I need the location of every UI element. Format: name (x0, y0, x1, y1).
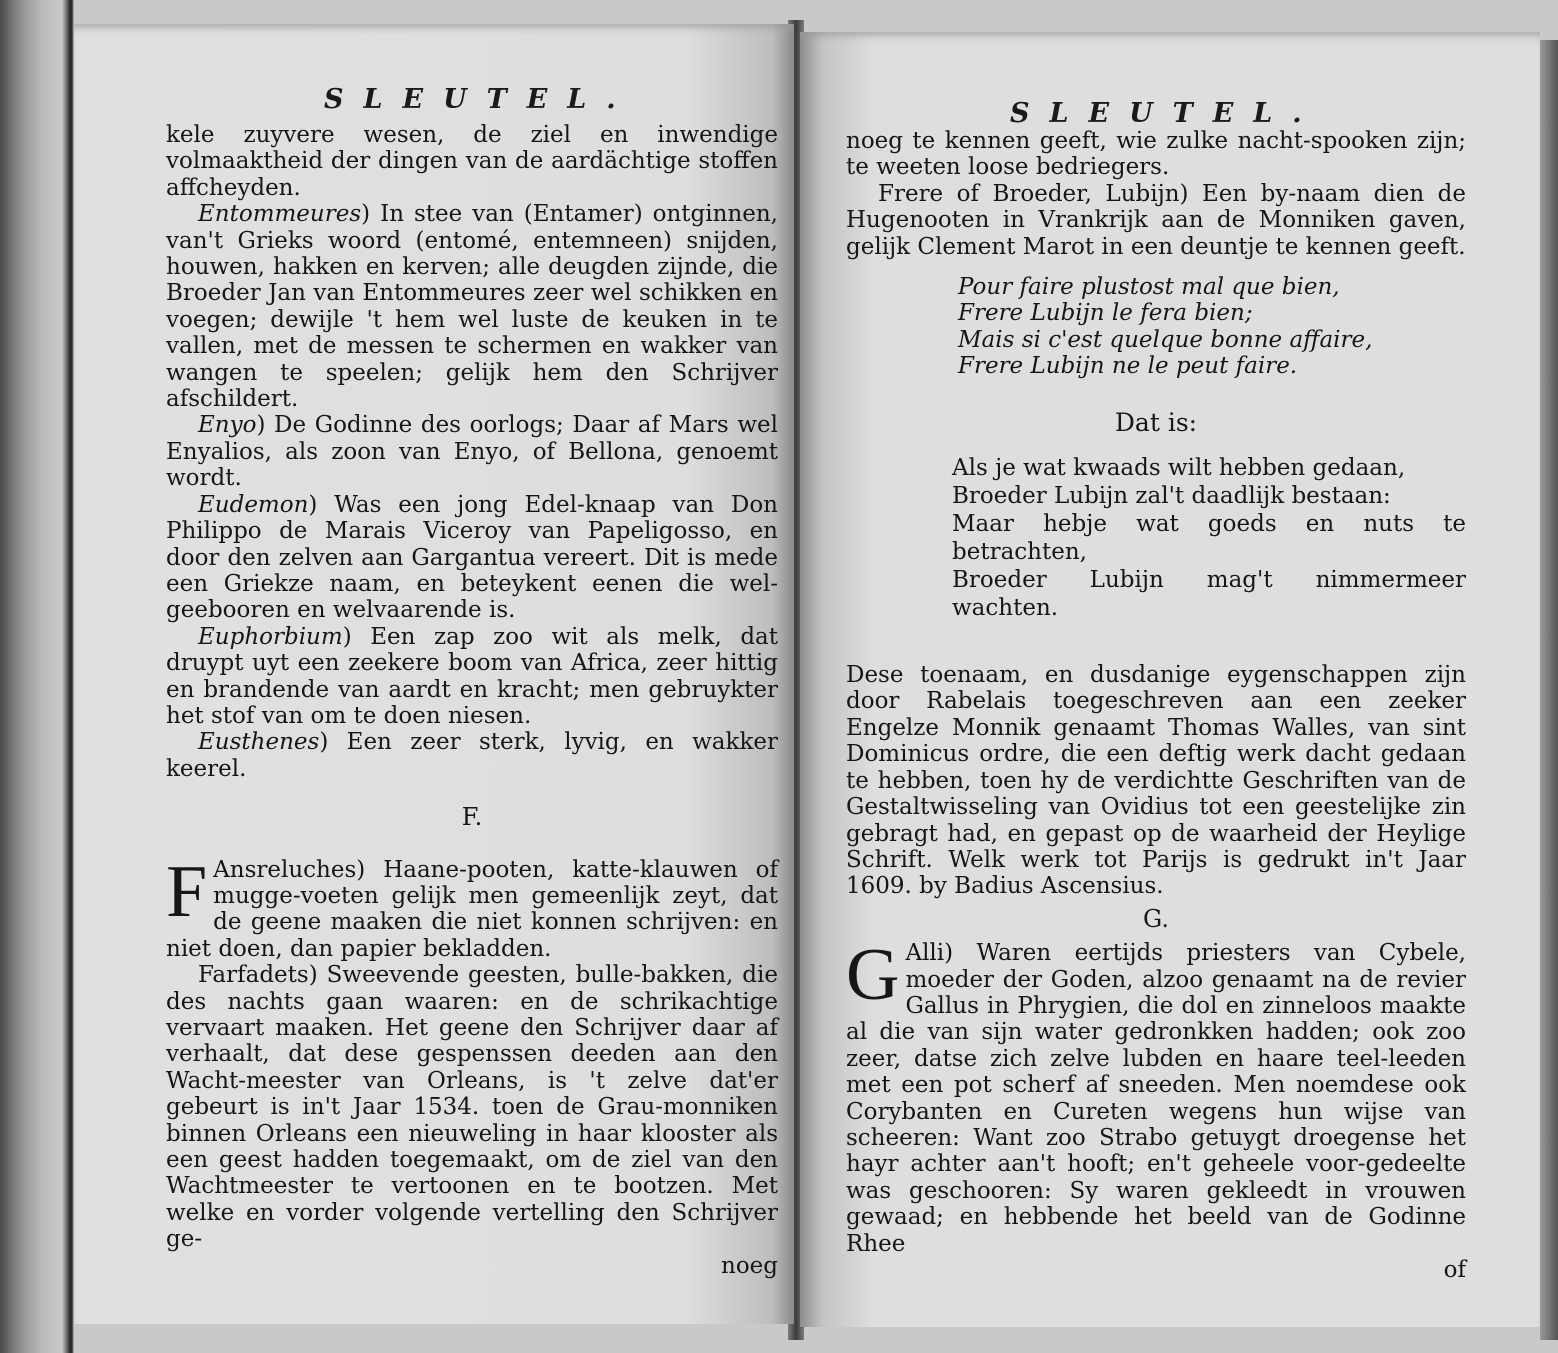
verse-french (958, 274, 1466, 380)
paragraph-dese-toenaam: Dese toenaam, en dusdanige eygenschappen zijn door Rabelais toegeschreven aan een zeeker Engelze Monnik genaamt Thomas Walles, van sint Dominicus ordre, die een deftig werk dacht gedaan te hebben, toen hy de verdichtte Geschriften van de Gestaltwisseling van Ovidius tot een geestelijke zin gebragt had, en gepast op de waarheid der Heylige Schrift. Welk werk tot Parijs is gedrukt in't Jaar 1609. by Badius Ascensius. (846, 662, 1466, 900)
drop-cap-g: G (846, 934, 900, 1017)
verse-dutch (952, 454, 1466, 622)
right-running-head: SLEUTEL. (1010, 98, 1322, 129)
left-page-text (166, 122, 778, 1279)
right-page (800, 32, 1540, 1327)
entry-eusthenes: Eusthenes) Een zeer sterk, lyvig, en wakker keerel. (166, 729, 778, 782)
left-running-head: SLEUTEL. (324, 84, 636, 115)
section-letter-g: G. (1143, 904, 1169, 933)
verse-fr-line: Frere Lubijn le fera bien; (958, 300, 1253, 327)
entry-eudemon: Eudemon) Was een jong Edel-knaap van Don Philippo de Marais Viceroy van Papeligosso, en door den zelven aan Gargantua vereert. Dit is mede een Griekze naam, en beteykent eenen die wel-geebooren en welvaarende is. (166, 491, 778, 624)
entry-galli: G Alli) Waren eertijds priesters van Cybele, moeder der Goden, alzoo genaamt na de revier Gallus in Phrygien, die dol en zinneloos maakte al die van sijn water gedronkken hadden; ook zoo zeer, datse zich zelve lubden en haare teel-leeden met een pot scherf af sneeden. Men noemdese ook Corybanten en Cureten wegens hun wijse van scheeren: Want zoo Strabo getuygt droegense het hayr achter aan't hooft; en't geheele voor-gedeelte was geschooren: Sy waren gekleedt in vrouwen gewaad; en hebbende het beeld van de Godinne Rhee (846, 934, 1466, 1257)
right-intro: noeg te kennen geeft, wie zulke nacht-spooken zijn; te weeten loose bedriegers. (846, 128, 1466, 181)
left-intro: kele zuyvere wesen, de ziel en inwendige volmaaktheid der dingen van de aardächtige stoffen affcheyden. (166, 122, 778, 201)
right-page-text (846, 128, 1466, 1283)
entry-frere-lubijn: Frere of Broeder, Lubijn) Een by-naam dien de Hugenooten in Vrankrijk aan de Monniken gaven, gelijk Clement Marot in een deuntje te kennen geeft. (846, 180, 1466, 260)
verse-fr-line: Pour faire plustost mal que bien, (958, 274, 1340, 301)
verse-fr-line: Mais si c'est quelque bonne affaire, (958, 326, 1373, 353)
verse-nl-line: Broeder Lubijn zal't daadlijk bestaan: (952, 483, 1391, 510)
dat-is-heading: Dat is: (1114, 407, 1198, 437)
verse-fr-line: Frere Lubijn ne le peut faire. (958, 353, 1298, 380)
section-letter-f: F. (461, 803, 483, 832)
right-catchword: of (1443, 1257, 1466, 1283)
left-catchword: noeg (721, 1252, 778, 1279)
verse-nl-line: Maar hebje wat goeds en nuts te betrachten, (952, 511, 1466, 566)
verse-nl-line: Broeder Lubijn mag't nimmermeer wachten. (952, 567, 1466, 622)
left-page (74, 24, 794, 1324)
verse-nl-line: Als je wat kwaads wilt hebben gedaan, (952, 455, 1406, 482)
book-edge (1540, 40, 1558, 1340)
entry-euphorbium: Euphorbium) Een zap zoo wit als melk, dat druypt uyt een zeekere boom van Africa, zeer hittig en brandende van aardt en kracht; men gebruykter het stof van om te doen niesen. (166, 623, 778, 729)
entry-farfadets: Farfadets) Sweevende geesten, bulle-bakken, die des nachts gaan waaren: en de schrikachtige vervaart maaken. Het geene den Schrijver daar af verhaalt, dat dese gespenssen deeden aan den Wacht-meester van Orleans, is 't zelve dat'er gebeurt is in't Jaar 1534. toen de Grau-monniken binnen Orleans een nieuweling in haar klooster als een geest hadden toegemaakt, om de ziel van den Wachtmeester te vertoonen en te bootzen. Met welke en vorder volgende vertelling den Schrijver ge- (166, 962, 778, 1253)
drop-cap-f: F (166, 850, 208, 933)
entry-fanfreluches: F Ansreluches) Haane-pooten, katte-klauwen of mugge-voeten gelijk men gemeenlijk zeyt, dat de geene maaken die niet konnen schrijven: en niet doen, dan papier bekladden. (166, 850, 778, 962)
entry-entommeures: Entommeures) In stee van (Entamer) ontginnen, van't Grieks woord (entomé, entemneen) snijden, houwen, hakken en kerven; alle deugden zijnde, die Broeder Jan van Entommeures zeer wel schikken en voegen; dewijle 't hem wel luste de keuken in te vallen, met de messen te schermen en wakker van wangen te speelen; gelijk hem den Schrijver afschildert. (166, 201, 778, 413)
entry-enyo: Enyo) De Godinne des oorlogs; Daar af Mars wel Enyalios, als zoon van Enyo, of Bellona, genoemt wordt. (166, 412, 778, 492)
